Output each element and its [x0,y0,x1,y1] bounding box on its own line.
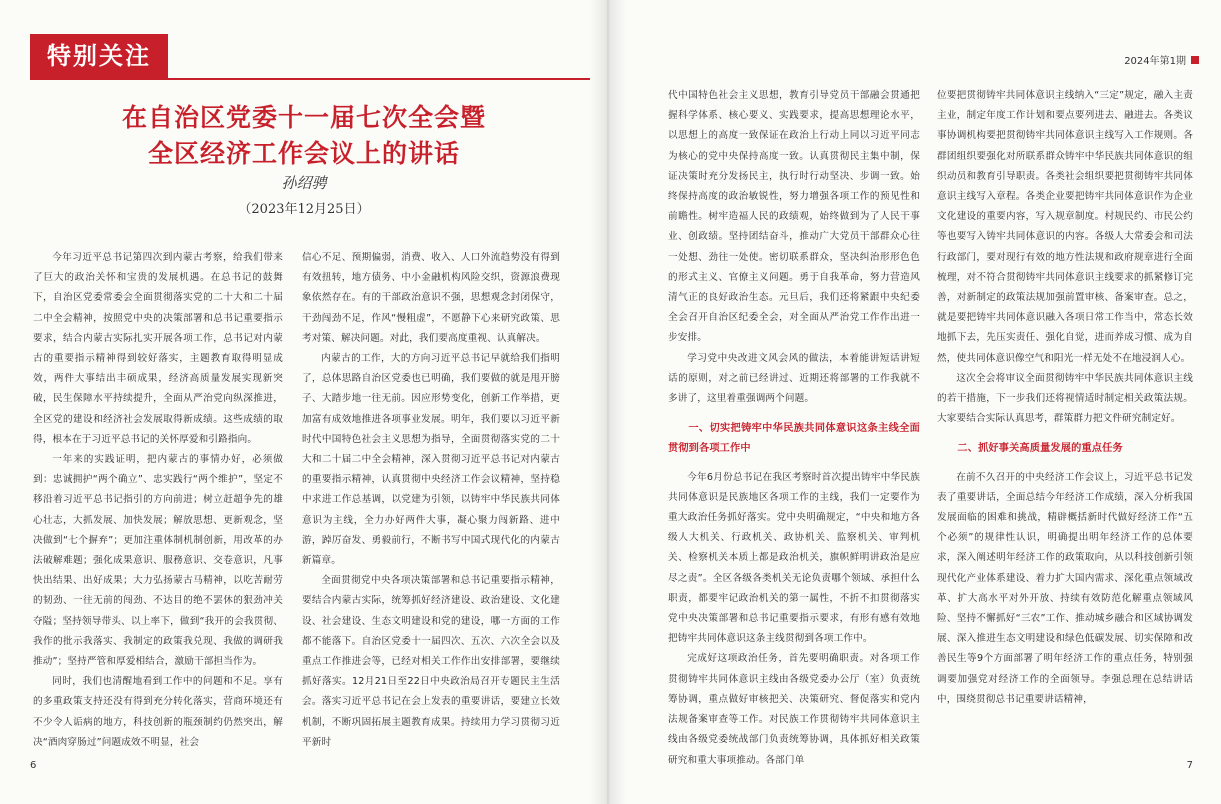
paragraph: 信心不足、预期偏弱，消费、收入、人口外流趋势没有得到有效扭转，地方债务、中小金融机构风险交织，资源浪费现象依然存在。有的干部政治意识不强，思想观念封闭保守，干劲闯劲不足，作风“慢粗虚”，不愿静下心来研究政策、思考对策、解决问题。对此，我们要高度重视、认真解决。 [302,252,560,344]
section-heading-2: 二、抓好事关高质量发展的重点任务 [957,443,1123,455]
paragraph: 位要把贯彻铸牢共同体意识主线纳入“三定”规定，融入主责主业，制定年度工作计划和要点要列进去、融进去。各类议事协调机构要把贯彻铸牢共同体意识主线写入工作规则。各群团组织要强化对所联系群众铸牢中华民族共同体意识的组织动员和教育引导职责。各类社会组织要把贯彻铸牢共同体意识主线写入章程。各类企业要把铸牢共同体意识作为企业文化建设的重要内容，写入规章制度。村规民约、市民公约等也要写入铸牢共同体意识的内容。各级人大常委会和司法行政部门，要对现行有效的地方性法规和政府规章进行全面梳理，对不符合贯彻铸牢共同体意识主线要求的抓紧修订完善，对新制定的政策法规加强前置审核、备案审查。总之，就是要把铸牢共同体意识融入各项日常工作当中，常态长效地抓下去，先压实责任、强化自觉，进而养成习惯、成为自然，使共同体意识像空气和阳光一样无处不在地浸润人心。 [937,90,1193,364]
paragraph: 今年习近平总书记第四次到内蒙古考察，给我们带来了巨大的政治关怀和宝贵的发展机遇。在总书记的鼓舞下，自治区党委常委会全面贯彻落实党的二十大和二十届二中全会精神，按照党中央的决策部署和总书记重要指示要求，结合内蒙古实际扎实开展各项工作，总书记对内蒙古的重要指示精神得到较好落实，主题教育取得明显成效，两件大事结出丰硕成果，经济高质量发展实现新突破，民生保障水平持续提升，全面从严治党向纵深推进，全区党的建设和经济社会发展取得新成绩。这些成绩的取得，根本在于习近平总书记的关怀厚爱和引路指向。 [33,252,283,445]
text-column-2 [302,248,560,768]
text-column-4 [937,86,1193,766]
paragraph: 全面贯彻党中央各项决策部署和总书记重要指示精神，要结合内蒙古实际，统筹抓好经济建设、政治建设、文化建设、社会建设、生态文明建设和党的建设，哪一方面的工作都不能落下。自治区党委十一届四次、五次、六次全会以及重点工作推进会等，已经对相关工作作出安排部署，要继续抓好落实。12月21日至22日中央政治局召开专题民主生活会。落实习近平总书记在会上发表的重要讲话，要建立长效机制，不断巩固拓展主题教育成果。持续用力学习贯彻习近平新时 [302,575,560,748]
paragraph: 代中国特色社会主义思想，教育引导党员干部融会贯通把握科学体系、核心要义、实践要求，提高思想理论水平，以思想上的高度一致保证在政治上行动上同以习近平同志为核心的党中央保持高度一致。认真贯彻民主集中制，保证决策时充分发扬民主，执行时行动坚决、步调一致。始终保持高度的政治敏锐性，努力增强各项工作的预见性和前瞻性。树牢造福人民的政绩观，始终做到为了人民干事业、创政绩。坚持团结奋斗，推动广大党员干部群众心往一处想、劲往一处使。密切联系群众，坚决纠治形形色色的形式主义、官僚主义问题。勇于自我革命，努力营造风清气正的良好政治生态。元旦后，我们还将紧跟中央纪委全会召开自治区纪委全会，对全面从严治党工作作出进一步安排。 [668,90,920,344]
paragraph: 学习党中央改进文风会风的做法，本着能讲短话讲短话的原则，对之前已经讲过、近期还将部署的工作我就不多讲了，这里着重强调两个问题。 [668,352,920,405]
paragraph: 一年来的实践证明，把内蒙古的事情办好，必须做到：忠诚拥护“两个确立”、忠实践行“两个维护”，坚定不移沿着习近平总书记指引的方向前进；树立赶超争先的雄心壮志，大抓发展、加快发展；解放思想、更新观念，坚决做到“七个摒弃”；更加注重体制机制创新，用改革的办法破解难题；强化成果意识、服務意识、交卷意识，凡事快出结果、出好成果；大力弘扬蒙古马精神，以吃苦耐劳的韧劲、一往无前的闯劲、不达目的绝不罢休的狠劲冲关夺隘；坚持领导带头、以上率下，做到“我开的会我贯彻、我作的批示我落实、我制定的政策我兑现、我做的调研我推动”；坚持严管和厚爱相结合，激励干部担当作为。 [33,454,283,668]
issue-text: 2024年第1期 [1124,56,1186,67]
section-rule [30,78,590,80]
article-title-line-2: 全区经济工作会议上的讲话 [147,139,460,168]
article-title-line-1: 在自治区党委十一届七次全会暨 [121,103,486,132]
paragraph: 这次全会将审议全面贯彻铸牢中华民族共同体意识主线的若干措施，下一步我们还将视情适时制定相关政策法规。大家要结合实际认真思考，群策群力把文件研究制定好。 [937,372,1193,425]
paragraph: 在前不久召开的中央经济工作会议上，习近平总书记发表了重要讲话，全面总结今年经济工作成绩，深入分析我国发展面临的困难和挑战，精辟概括新时代做好经济工作“五个必须”的规律性认识，明确提出明年经济工作的总体要求，深入阐述明年经济工作的政策取向，从以科技创新引领现代化产业体系建设、着力扩大国内需求、深化重点领域改革、扩大高水平对外开放、持续有效防范化解重点领域风险、坚持不懈抓好“三农”工作、推动城乡融合和区域协调发展、深入推进生态文明建设和绿色低碳发展、切实保障和改善民生等9个方面部署了明年经济工作的重点任务，特别强调要加强党对经济工作的全面领导。李强总理在总结讲话中，围绕贯彻总书记重要讲话精神， [937,471,1193,705]
red-square-icon [1191,56,1199,64]
page-number-left: 6 [30,760,37,771]
paragraph: 完成好这项政治任务，首先要明确职责。对各项工作贯彻铸牢共同体意识主线由各级党委办公厅（室）负责统筹协调，重点做好审核把关、决策研究、督促落实和党内法规备案审查等工作。对民族工作贯彻铸牢共同体意识主线由各级党委统战部门负责统筹协调，具体抓好相关政策研究和重大事项推动。各部门单 [668,653,920,766]
section-heading-1: 一、切实把铸牢中华民族共同体意识这条主线全面贯彻到各项工作中 [668,423,920,455]
section-tab: 特别关注 [30,34,168,78]
paragraph: 今年6月份总书记在我区考察时首次提出铸牢中华民族共同体意识是民族地区各项工作的主线，我们一定要作为重大政治任务抓好落实。党中央明确规定，“中央和地方各级人大机关、行政机关、政协机关、监察机关、审判机关、检察机关本质上都是政治机关，旗帜鲜明讲政治是应尽之责”。全区各级各类机关无论负责哪个领域、承担什么职责，都要牢记政治机关的第一属性，不折不扣贯彻落实党中央决策部署和总书记重要指示要求，有形有感有效地把铸牢共同体意识这条主线贯彻到各项工作中。 [668,471,920,645]
paragraph: 内蒙古的工作，大的方向习近平总书记早就给我们指明了，总体思路自治区党委也已明确，我们要做的就是甩开膀子、大踏步地一往无前。因应形势变化，创新工作举措，更加富有成效地推进各项事业发展。明年，我们要以习近平新时代中国特色社会主义思想为指导，全面贯彻落实党的二十大和二十届二中全会精神，深入贯彻习近平总书记对内蒙古的重要指示精神，认真贯彻中央经济工作会议精神，坚持稳中求进工作总基调，以党建为引领，以铸牢中华民族共同体意识为主线，全力办好两件大事，凝心聚力闯新路、进中游，踔厉奋发、勇毅前行，不断书写中国式现代化的内蒙古新篇章。 [302,353,560,567]
paragraph: 同时，我们也清醒地看到工作中的问题和不足。享有的多重政策支持还没有得到充分转化落实，营商环境还有不少令人诟病的地方，科技创新的瓶颈制约仍然突出，解决“酒肉穿肠过”问题成效不明显，社会 [33,676,283,748]
left-page [0,0,608,804]
article-date: （2023年12月25日） [238,202,370,217]
page-number-right: 7 [1186,760,1193,771]
text-column-1 [33,248,283,768]
text-column-3 [668,86,920,766]
article-author: 孙绍骋 [281,174,327,192]
issue-label [1124,52,1199,67]
